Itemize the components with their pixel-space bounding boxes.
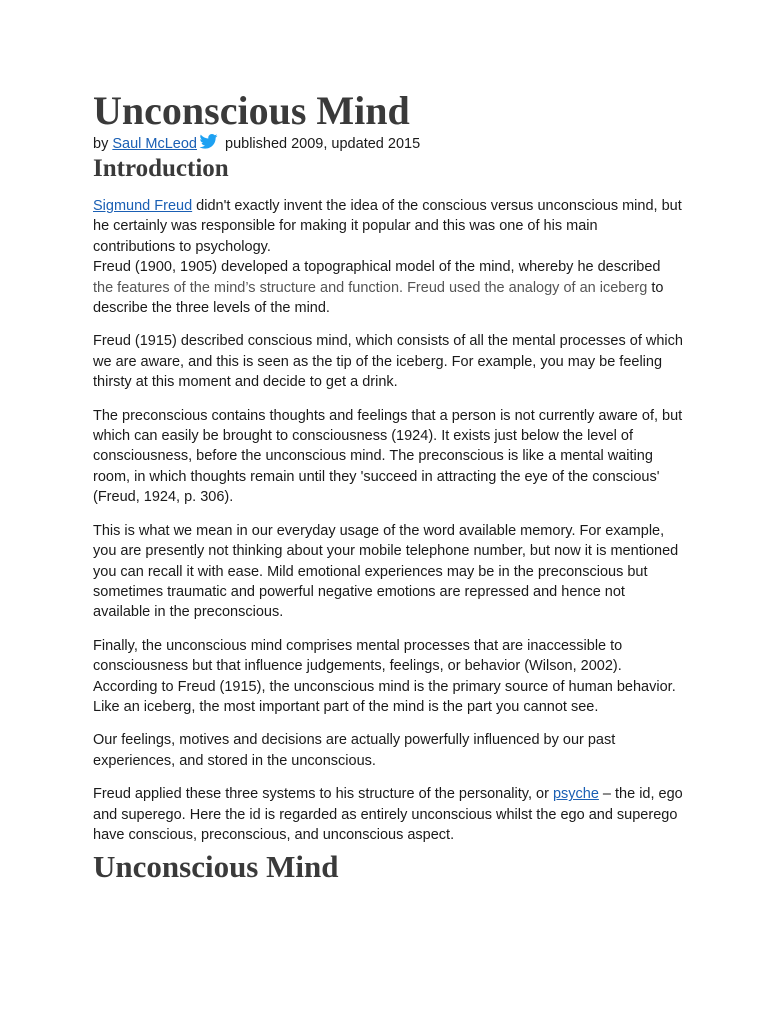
twitter-bird-icon[interactable] bbox=[199, 134, 218, 149]
intro-heading: Introduction bbox=[93, 155, 229, 182]
paragraph-7 bbox=[93, 784, 683, 845]
byline bbox=[93, 134, 683, 154]
article bbox=[93, 88, 683, 885]
paragraph-1b-gray: the features of the mind’s structure and function. Freud used the analogy of an iceberg bbox=[93, 279, 648, 296]
paragraph-7-lead: Freud applied these three systems to his structure of the personality, or bbox=[93, 786, 553, 803]
author-link[interactable]: Saul McLeod bbox=[112, 136, 197, 152]
bottom-heading: Unconscious Mind bbox=[93, 849, 339, 885]
paragraph-5: Finally, the unconscious mind comprises mental processes that are inaccessible to consciousness but that influence judgements, feelings, or behavior (Wilson, 2002). According to Freud (1915), the unconscious mind is the primary source of human behavior. Like an iceberg, the most important part of the mind is the part you cannot see. bbox=[93, 637, 676, 715]
paragraph-1b bbox=[93, 257, 683, 318]
paragraph-3: The preconscious contains thoughts and feelings that a person is not currently aware of, but which can easily be brought to consciousness (1924). It exists just below the level of consciousness, before the unconscious mind. The preconscious is like a mental waiting room, in which thoughts remain until they 'succeed in attracting the eye of the conscious' (Freud, 1924, p. 306). bbox=[93, 407, 683, 506]
paragraph-2: Freud (1915) described conscious mind, which consists of all the mental processes of which we are aware, and this is seen as the tip of the iceberg. For example, you may be feeling thirsty at this moment and decide to get a drink. bbox=[93, 333, 683, 391]
paragraph-6: Our feelings, motives and decisions are actually powerfully influenced by our past experiences, and stored in the unconscious. bbox=[93, 732, 616, 769]
psyche-link[interactable]: psyche bbox=[552, 786, 599, 803]
byline-prefix: by bbox=[93, 136, 113, 152]
paragraph-1 bbox=[93, 196, 683, 257]
paragraph-1b-lead: Freud (1900, 1905) developed a topographical model of the mind, whereby he described bbox=[93, 259, 661, 276]
paragraph-7-tail: – the id, ego and superego. Here the id is regarded as entirely unconscious whilst the ego and superego have conscious, preconscious, and unconscious aspect. bbox=[93, 786, 683, 843]
paragraph-1b-tail: to describe the three levels of the mind. bbox=[93, 279, 664, 317]
sigmund-freud-link[interactable]: Sigmund Freud bbox=[93, 198, 193, 214]
paragraph-1-text: didn't exactly invent the idea of the conscious versus unconscious mind, but he certainly was responsible for making it popular and this was one of his main contributions to psychology. bbox=[93, 198, 682, 255]
paragraph-4: This is what we mean in our everyday usage of the word available memory. For example, you are presently not thinking about your mobile telephone number, but now it is mentioned you can recall it with ease. Mild emotional experiences may be in the preconscious but sometimes traumatic and powerful negative emotions are repressed and hence not available in the preconscious. bbox=[93, 522, 679, 621]
byline-suffix: published 2009, updated 2015 bbox=[220, 136, 421, 152]
page-title: Unconscious Mind bbox=[93, 88, 410, 133]
